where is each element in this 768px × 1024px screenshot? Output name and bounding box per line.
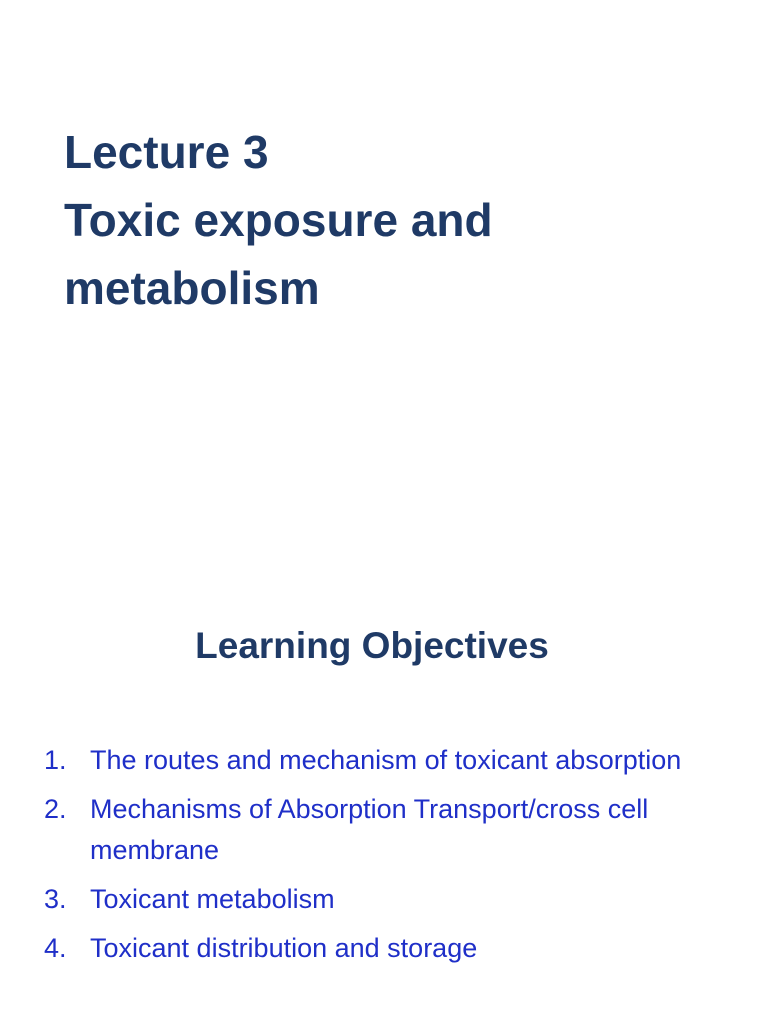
objective-number: 3.	[44, 884, 67, 914]
lecture-title-line-2: Toxic exposure and	[64, 194, 493, 246]
objective-item-1	[44, 740, 734, 781]
objective-item-4	[44, 928, 734, 969]
objective-text: Toxicant metabolism	[90, 884, 335, 914]
lecture-title-line-1: Lecture 3	[64, 126, 269, 178]
objective-number: 4.	[44, 933, 67, 963]
objective-text: Toxicant distribution and storage	[90, 933, 478, 963]
objective-text: Mechanisms of Absorption Transport/cross cell membrane	[90, 794, 649, 865]
objective-number: 2.	[44, 794, 67, 824]
objective-number: 1.	[44, 745, 67, 775]
learning-objectives-list	[44, 740, 734, 977]
objective-text: The routes and mechanism of toxicant absorption	[90, 745, 682, 775]
objective-item-2	[44, 789, 734, 871]
lecture-title	[64, 118, 744, 322]
lecture-title-line-3: metabolism	[64, 262, 320, 314]
objective-item-3	[44, 879, 734, 920]
learning-objectives-heading: Learning Objectives	[195, 625, 549, 666]
